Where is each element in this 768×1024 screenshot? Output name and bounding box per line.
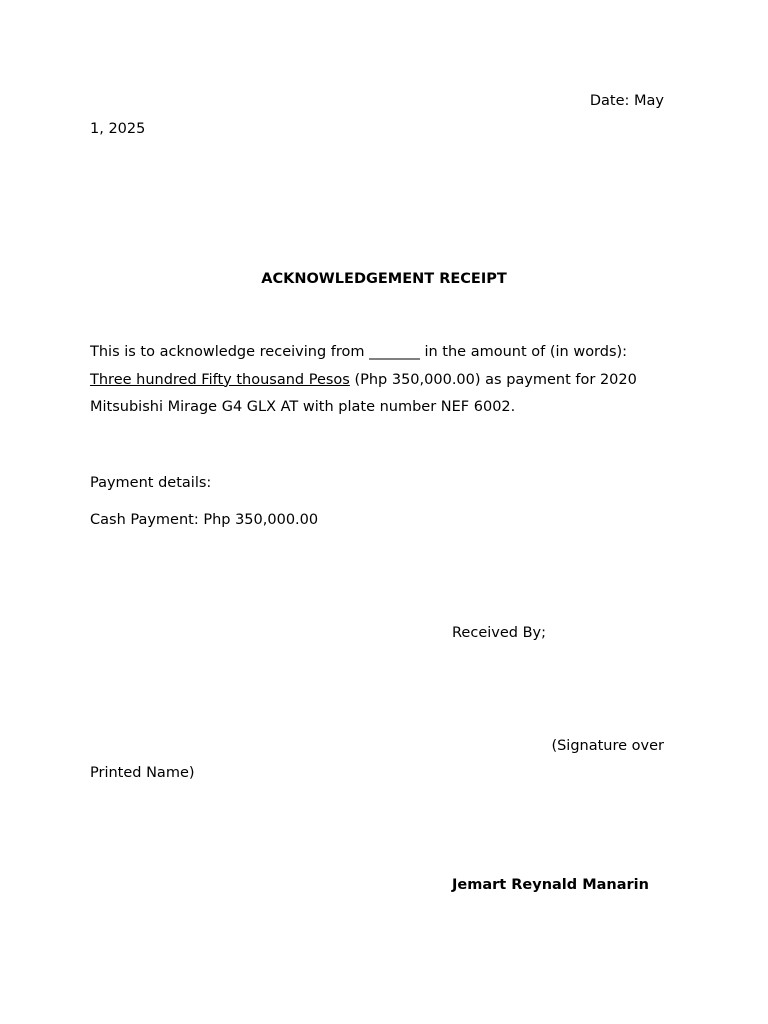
signature-caption-line-1: (Signature over bbox=[551, 738, 664, 754]
signature-caption-line-2: Printed Name) bbox=[90, 765, 195, 781]
document-title: ACKNOWLEDGEMENT RECEIPT bbox=[261, 271, 507, 287]
received-by-label: Received By; bbox=[452, 625, 546, 641]
date-value: 1, 2025 bbox=[90, 121, 146, 137]
amount-in-words: Three hundred Fifty thousand Pesos bbox=[90, 371, 350, 388]
date-label: Date: May bbox=[589, 93, 664, 109]
body-line-3: Mitsubishi Mirage G4 GLX AT with plate number NEF 6002. bbox=[90, 399, 516, 415]
payment-details-label: Payment details: bbox=[90, 475, 212, 491]
signer-name: Jemart Reynald Manarin bbox=[452, 877, 649, 893]
receipt-body bbox=[90, 339, 680, 422]
body-line-2 bbox=[90, 367, 680, 395]
body-line-2-rest: (Php 350,000.00) as payment for 2020 bbox=[349, 371, 637, 388]
cash-payment-line: Cash Payment: Php 350,000.00 bbox=[90, 512, 319, 528]
body-line-1: This is to acknowledge receiving from _______ in the amount of (in words): bbox=[90, 344, 628, 360]
